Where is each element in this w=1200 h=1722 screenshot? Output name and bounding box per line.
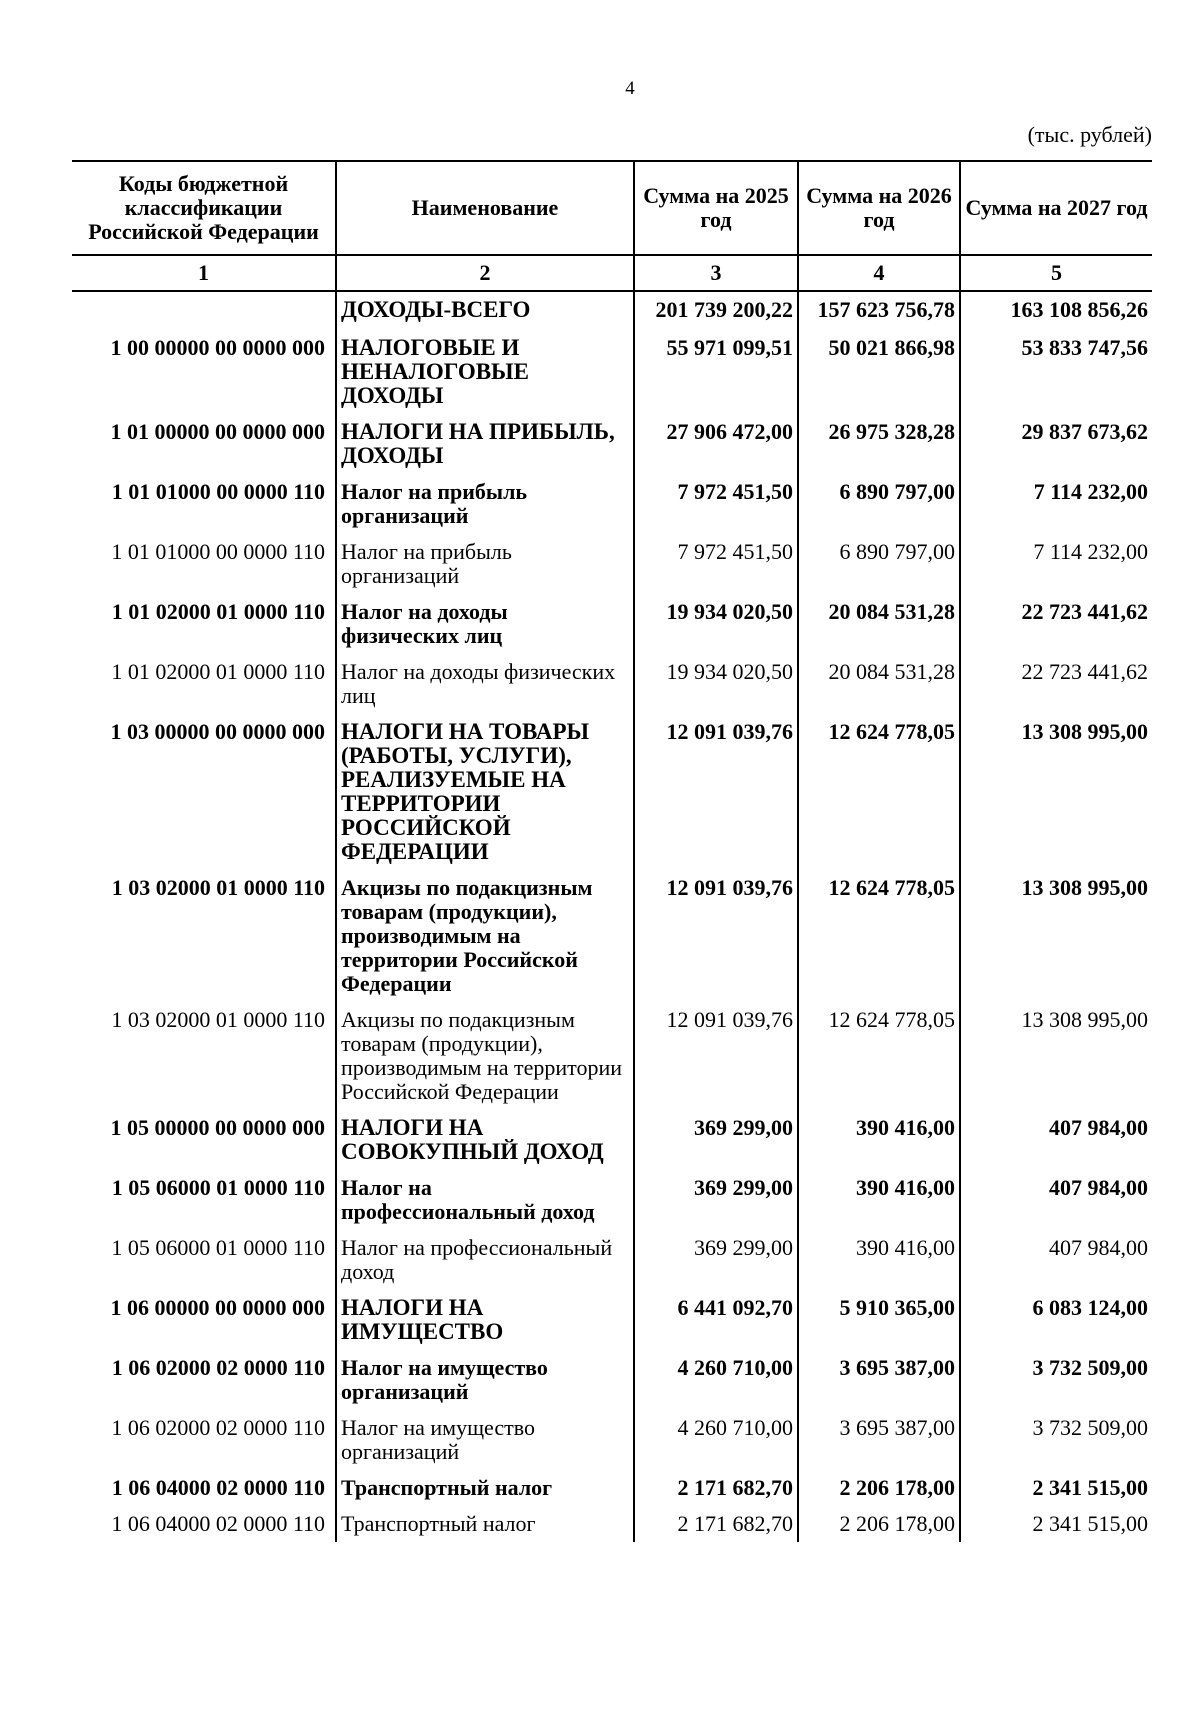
table-row bbox=[72, 1110, 1152, 1170]
amount-2026: 26 975 328,28 bbox=[798, 414, 960, 474]
amount-2027: 13 308 995,00 bbox=[960, 714, 1152, 870]
amount-2026: 5 910 365,00 bbox=[798, 1290, 960, 1350]
amount-2025: 12 091 039,76 bbox=[634, 714, 798, 870]
budget-code: 1 06 00000 00 0000 000 bbox=[110, 1295, 325, 1320]
header-sum-2026: Сумма на 2026 год bbox=[798, 161, 960, 255]
amount-2026: 3 695 387,00 bbox=[798, 1350, 960, 1410]
budget-code: 1 05 06000 01 0000 110 bbox=[111, 1235, 325, 1260]
amount-2027: 53 833 747,56 bbox=[960, 330, 1152, 414]
table-row bbox=[72, 1002, 1152, 1110]
amount-2027: 29 837 673,62 bbox=[960, 414, 1152, 474]
budget-code: 1 06 02000 02 0000 110 bbox=[111, 1415, 325, 1440]
amount-2027: 2 341 515,00 bbox=[960, 1470, 1152, 1506]
item-name: НАЛОГИ НА ПРИБЫЛЬ, ДОХОДЫ bbox=[336, 414, 634, 474]
item-name: Транспортный налог bbox=[336, 1470, 634, 1506]
item-name: Налог на доходы физических лиц bbox=[336, 654, 634, 714]
amount-2027: 407 984,00 bbox=[960, 1230, 1152, 1290]
amount-2027: 13 308 995,00 bbox=[960, 870, 1152, 1002]
header-row bbox=[72, 161, 1152, 255]
amount-2025: 19 934 020,50 bbox=[634, 594, 798, 654]
amount-2027: 7 114 232,00 bbox=[960, 474, 1152, 534]
amount-2027: 7 114 232,00 bbox=[960, 534, 1152, 594]
amount-2027: 3 732 509,00 bbox=[960, 1410, 1152, 1470]
table-row bbox=[72, 414, 1152, 474]
budget-code bbox=[72, 291, 336, 330]
item-name: Налог на прибыль организаций bbox=[336, 474, 634, 534]
item-name: Налог на профессиональный доход bbox=[336, 1230, 634, 1290]
column-number: 5 bbox=[960, 255, 1152, 291]
item-name: Акцизы по подакцизным товарам (продукции), производимым на территории Российской Федерации bbox=[336, 1002, 634, 1110]
amount-2025: 55 971 099,51 bbox=[634, 330, 798, 414]
amount-2026: 2 206 178,00 bbox=[798, 1506, 960, 1542]
table-row bbox=[72, 474, 1152, 534]
amount-2027: 22 723 441,62 bbox=[960, 594, 1152, 654]
amount-2026: 6 890 797,00 bbox=[798, 474, 960, 534]
amount-2025: 2 171 682,70 bbox=[634, 1506, 798, 1542]
amount-2025: 369 299,00 bbox=[634, 1170, 798, 1230]
amount-2025: 6 441 092,70 bbox=[634, 1290, 798, 1350]
amount-2025: 369 299,00 bbox=[634, 1110, 798, 1170]
table-row bbox=[72, 1170, 1152, 1230]
budget-code: 1 01 01000 00 0000 110 bbox=[111, 479, 325, 504]
amount-2025: 2 171 682,70 bbox=[634, 1470, 798, 1506]
amount-2025: 12 091 039,76 bbox=[634, 870, 798, 1002]
amount-2026: 12 624 778,05 bbox=[798, 1002, 960, 1110]
amount-2026: 12 624 778,05 bbox=[798, 714, 960, 870]
amount-2027: 163 108 856,26 bbox=[960, 291, 1152, 330]
table-row bbox=[72, 1470, 1152, 1506]
header-sum-2027: Сумма на 2027 год bbox=[960, 161, 1152, 255]
budget-code: 1 06 04000 02 0000 110 bbox=[111, 1511, 325, 1536]
amount-2025: 27 906 472,00 bbox=[634, 414, 798, 474]
column-number: 2 bbox=[336, 255, 634, 291]
table-row bbox=[72, 330, 1152, 414]
amount-2027: 13 308 995,00 bbox=[960, 1002, 1152, 1110]
table-row bbox=[72, 1350, 1152, 1410]
budget-code: 1 06 04000 02 0000 110 bbox=[111, 1475, 325, 1500]
amount-2026: 3 695 387,00 bbox=[798, 1410, 960, 1470]
column-number: 4 bbox=[798, 255, 960, 291]
amount-2026: 390 416,00 bbox=[798, 1110, 960, 1170]
amount-2025: 369 299,00 bbox=[634, 1230, 798, 1290]
item-name: Налог на прибыль организаций bbox=[336, 534, 634, 594]
budget-code: 1 05 00000 00 0000 000 bbox=[110, 1115, 325, 1140]
table-row bbox=[72, 654, 1152, 714]
amount-2025: 19 934 020,50 bbox=[634, 654, 798, 714]
item-name: НАЛОГОВЫЕ И НЕНАЛОГОВЫЕ ДОХОДЫ bbox=[336, 330, 634, 414]
item-name: Налог на доходы физических лиц bbox=[336, 594, 634, 654]
amount-2026: 157 623 756,78 bbox=[798, 291, 960, 330]
amount-2025: 7 972 451,50 bbox=[634, 534, 798, 594]
column-number: 1 bbox=[72, 255, 336, 291]
amount-2027: 407 984,00 bbox=[960, 1170, 1152, 1230]
amount-2026: 12 624 778,05 bbox=[798, 870, 960, 1002]
budget-code: 1 01 00000 00 0000 000 bbox=[110, 419, 325, 444]
table-row bbox=[72, 291, 1152, 330]
header-codes: Коды бюджетной классификации Российской Федерации bbox=[72, 161, 336, 255]
budget-code: 1 03 02000 01 0000 110 bbox=[111, 1007, 325, 1032]
amount-2026: 20 084 531,28 bbox=[798, 654, 960, 714]
amount-2025: 12 091 039,76 bbox=[634, 1002, 798, 1110]
table-row bbox=[72, 1290, 1152, 1350]
amount-2026: 390 416,00 bbox=[798, 1230, 960, 1290]
amount-2027: 2 341 515,00 bbox=[960, 1506, 1152, 1542]
amount-2027: 6 083 124,00 bbox=[960, 1290, 1152, 1350]
budget-code: 1 03 00000 00 0000 000 bbox=[110, 719, 325, 744]
amount-2027: 22 723 441,62 bbox=[960, 654, 1152, 714]
item-name: Налог на имущество организаций bbox=[336, 1410, 634, 1470]
amount-2026: 390 416,00 bbox=[798, 1170, 960, 1230]
item-name: НАЛОГИ НА СОВОКУПНЫЙ ДОХОД bbox=[336, 1110, 634, 1170]
amount-2026: 50 021 866,98 bbox=[798, 330, 960, 414]
amount-2025: 7 972 451,50 bbox=[634, 474, 798, 534]
item-name: Налог на имущество организаций bbox=[336, 1350, 634, 1410]
amount-2025: 4 260 710,00 bbox=[634, 1350, 798, 1410]
table-row bbox=[72, 534, 1152, 594]
budget-code: 1 01 02000 01 0000 110 bbox=[111, 659, 325, 684]
page-number: 4 bbox=[625, 78, 635, 99]
amount-2026: 2 206 178,00 bbox=[798, 1470, 960, 1506]
table-row bbox=[72, 1410, 1152, 1470]
budget-code: 1 00 00000 00 0000 000 bbox=[110, 335, 325, 360]
budget-code: 1 01 02000 01 0000 110 bbox=[111, 599, 325, 624]
budget-code: 1 06 02000 02 0000 110 bbox=[111, 1355, 325, 1380]
item-name: НАЛОГИ НА ТОВАРЫ (РАБОТЫ, УСЛУГИ), РЕАЛИЗУЕМЫЕ НА ТЕРРИТОРИИ РОССИЙСКОЙ ФЕДЕРАЦИИ bbox=[336, 714, 634, 870]
budget-table bbox=[72, 160, 1152, 1542]
amount-2026: 20 084 531,28 bbox=[798, 594, 960, 654]
column-number-row bbox=[72, 255, 1152, 291]
amount-2025: 4 260 710,00 bbox=[634, 1410, 798, 1470]
item-name: Акцизы по подакцизным товарам (продукции), производимым на территории Российской Федерации bbox=[336, 870, 634, 1002]
table-row bbox=[72, 594, 1152, 654]
column-number: 3 bbox=[634, 255, 798, 291]
budget-code: 1 05 06000 01 0000 110 bbox=[111, 1175, 325, 1200]
item-name: НАЛОГИ НА ИМУЩЕСТВО bbox=[336, 1290, 634, 1350]
table-body bbox=[72, 291, 1152, 1542]
units-label: (тыс. рублей) bbox=[1027, 122, 1152, 147]
amount-2026: 6 890 797,00 bbox=[798, 534, 960, 594]
table-row bbox=[72, 1230, 1152, 1290]
table-row bbox=[72, 1506, 1152, 1542]
header-name: Наименование bbox=[336, 161, 634, 255]
table-row bbox=[72, 714, 1152, 870]
budget-code: 1 01 01000 00 0000 110 bbox=[111, 539, 325, 564]
amount-2027: 3 732 509,00 bbox=[960, 1350, 1152, 1410]
amount-2027: 407 984,00 bbox=[960, 1110, 1152, 1170]
table-row bbox=[72, 870, 1152, 1002]
header-sum-2025: Сумма на 2025 год bbox=[634, 161, 798, 255]
item-name: ДОХОДЫ-ВСЕГО bbox=[336, 291, 634, 330]
amount-2025: 201 739 200,22 bbox=[634, 291, 798, 330]
item-name: Транспортный налог bbox=[336, 1506, 634, 1542]
budget-code: 1 03 02000 01 0000 110 bbox=[111, 875, 325, 900]
item-name: Налог на профессиональный доход bbox=[336, 1170, 634, 1230]
